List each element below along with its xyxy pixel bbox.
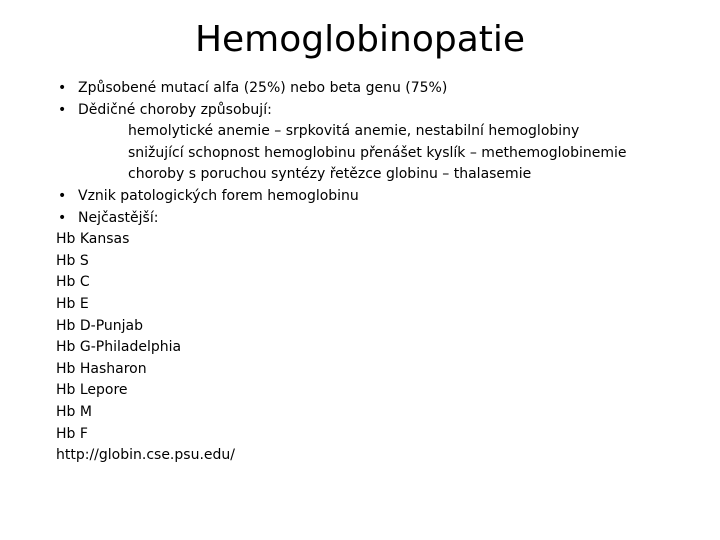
sub-item: snižující schopnost hemoglobinu přenášet kyslík – methemoglobinemie xyxy=(128,144,627,161)
hb-list-item: Hb G-Philadelphia xyxy=(56,339,182,356)
hb-list-item: Hb D-Punjab xyxy=(56,317,143,334)
bullet-item xyxy=(56,186,706,208)
hb-list-item: Hb Lepore xyxy=(56,382,128,399)
bullet-item xyxy=(56,78,706,100)
hb-list-item: Hb E xyxy=(56,295,89,312)
hb-list-item: Hb Hasharon xyxy=(56,360,147,377)
bullet-item xyxy=(56,208,706,230)
bullet-text: Dědičné choroby způsobují: xyxy=(78,101,272,118)
bullet-icon: • xyxy=(58,80,67,96)
slide-title: Hemoglobinopatie xyxy=(194,19,526,60)
hb-list-item: Hb S xyxy=(56,252,89,269)
sub-item: choroby s poruchou syntézy řetězce globinu – thalasemie xyxy=(128,166,532,183)
hb-list-item: Hb F xyxy=(56,425,88,442)
bullet-icon: • xyxy=(58,187,67,204)
sub-item: hemolytické anemie – srpkovitá anemie, nestabilní hemoglobiny xyxy=(128,123,580,140)
bullet-text: Nejčastější: xyxy=(78,209,159,226)
bullet-icon: • xyxy=(58,101,67,118)
hb-list-item: Hb Kansas xyxy=(56,231,130,248)
hb-list-item: Hb M xyxy=(56,403,92,420)
bullet-text: Způsobené mutací alfa (25%) nebo beta genu (75%) xyxy=(78,80,448,96)
bullet-text: Vznik patologických forem hemoglobinu xyxy=(78,187,359,204)
globin-link[interactable]: http://globin.cse.psu.edu/ xyxy=(56,447,235,464)
slide-body xyxy=(56,78,706,467)
hb-list-item: Hb C xyxy=(56,274,90,291)
bullet-icon: • xyxy=(58,209,67,226)
bullet-item xyxy=(56,100,706,122)
